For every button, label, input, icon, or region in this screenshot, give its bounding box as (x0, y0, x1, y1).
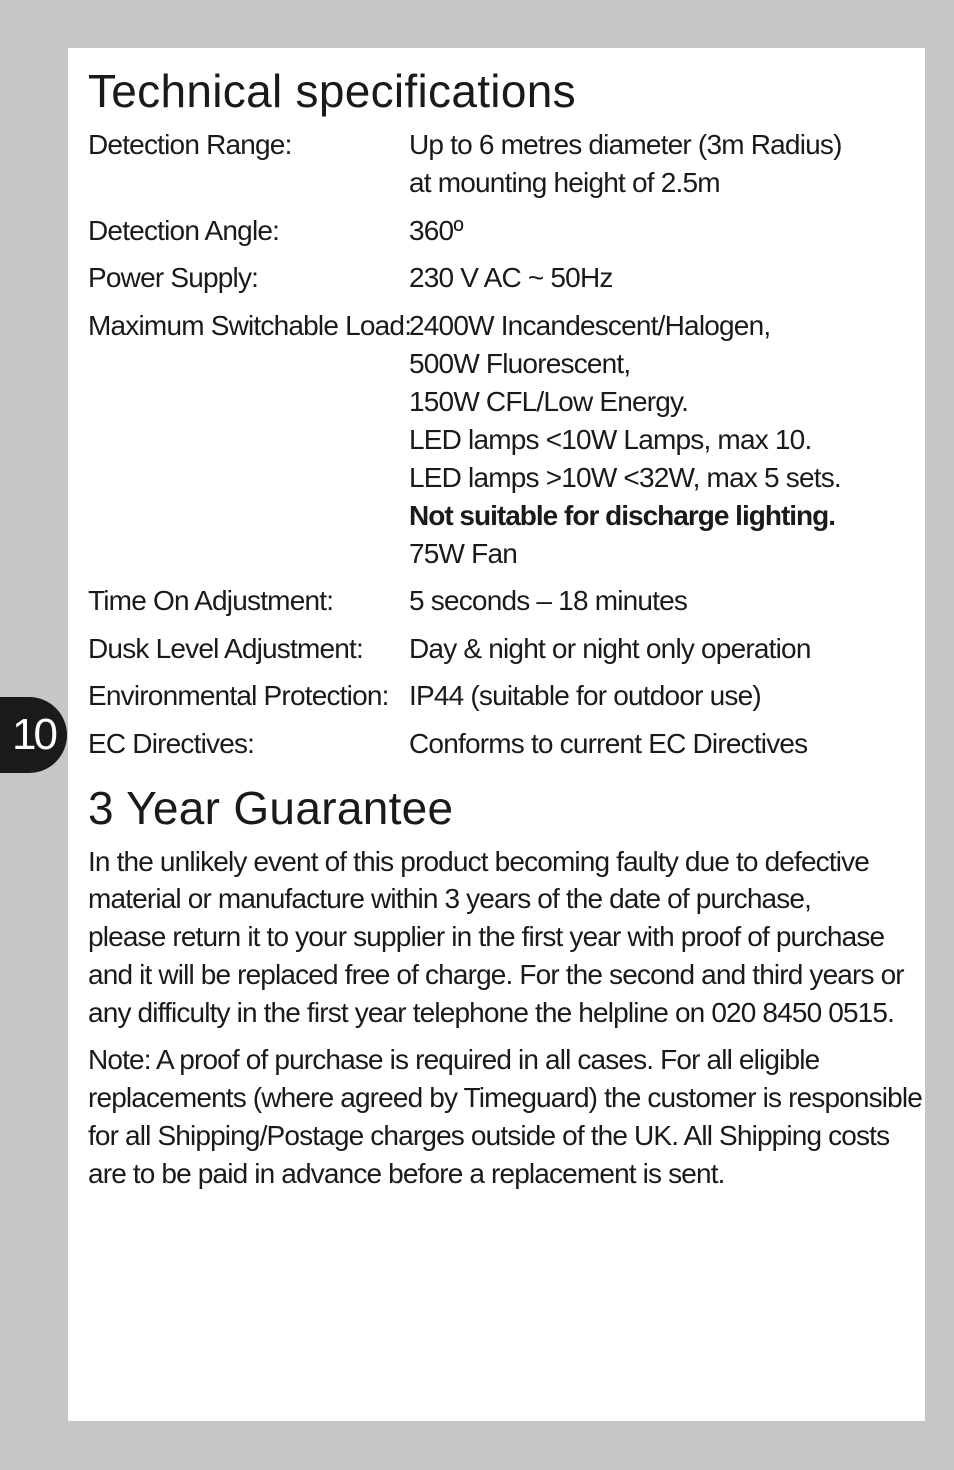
spec-label: Maximum Switchable Load: (88, 309, 412, 341)
paragraph-line: material or manufacture within 3 years of the date of purchase, (88, 883, 812, 915)
paragraph-line: please return it to your supplier in the first year with proof of purchase (88, 921, 885, 953)
paragraph-line: and it will be replaced free of charge. For the second and third years or (88, 958, 904, 990)
spec-value-line: 75W Fan (409, 537, 517, 569)
spec-value (409, 126, 908, 202)
paragraph-line: Note: A proof of purchase is required in all cases. For all eligible (88, 1044, 820, 1076)
spec-value-line: 500W Fluorescent, (409, 347, 631, 379)
spec-value-line: LED lamps >10W <32W, max 5 sets. (409, 461, 841, 493)
spec-label: Dusk Level Adjustment: (88, 632, 363, 664)
spec-label: Detection Range: (88, 129, 292, 160)
spec-label: EC Directives: (88, 727, 255, 759)
spec-value-line: Up to 6 metres diameter (3m Radius) (409, 129, 842, 160)
spec-value-line: IP44 (suitable for outdoor use) (409, 680, 761, 711)
paragraph-line: are to be paid in advance before a replacement is sent. (88, 1157, 725, 1189)
spec-value (409, 259, 908, 297)
spec-row-power-supply (88, 259, 908, 297)
spec-row-detection-angle (88, 212, 908, 250)
spec-row-environmental (88, 677, 908, 715)
spec-value (409, 630, 908, 668)
spec-row-detection-range (88, 126, 908, 202)
guarantee-title: 3 Year Guarantee (88, 781, 454, 834)
spec-label: Time On Adjustment: (88, 585, 334, 616)
spec-value-line: 360º (409, 214, 463, 246)
spec-row-ec-directives (88, 725, 908, 763)
page-number-tab: 10 (0, 697, 67, 773)
spec-value (409, 212, 908, 250)
paragraph-line: any difficulty in the first year telephone the helpline on 020 8450 0515. (88, 996, 895, 1028)
spec-label: Power Supply: (88, 262, 259, 293)
paragraph-line: replacements (where agreed by Timeguard) the customer is responsible (88, 1082, 922, 1114)
specs-table (88, 126, 908, 763)
spec-row-max-load (88, 307, 908, 573)
page-content (88, 62, 922, 1193)
spec-value-line: 5 seconds – 18 minutes (409, 585, 688, 616)
spec-value-line: at mounting height of 2.5m (409, 167, 720, 198)
spec-value-line: Day & night or night only operation (409, 632, 811, 664)
spec-row-dusk-level (88, 630, 908, 668)
spec-value-line: Conforms to current EC Directives (409, 727, 808, 759)
spec-value-line: 2400W Incandescent/Halogen, (409, 309, 771, 341)
paragraph-line: for all Shipping/Postage charges outside of the UK. All Shipping costs (88, 1120, 890, 1152)
spec-value-line: 230 V AC ~ 50Hz (409, 262, 613, 293)
spec-row-time-on (88, 582, 908, 620)
spec-value-line: 150W CFL/Low Energy. (409, 385, 689, 417)
specs-title: Technical specifications (88, 65, 576, 117)
spec-value (409, 725, 908, 763)
spec-value (409, 307, 908, 573)
spec-warning-line: Not suitable for discharge lighting. (409, 499, 836, 531)
guarantee-note-paragraph (88, 1041, 922, 1192)
spec-value (409, 582, 908, 620)
spec-label: Environmental Protection: (88, 680, 389, 711)
spec-value (409, 677, 908, 715)
guarantee-paragraph (88, 843, 908, 1032)
spec-value-line: LED lamps <10W Lamps, max 10. (409, 423, 812, 455)
paragraph-line: In the unlikely event of this product becoming faulty due to defective (88, 845, 870, 877)
spec-label: Detection Angle: (88, 214, 280, 246)
